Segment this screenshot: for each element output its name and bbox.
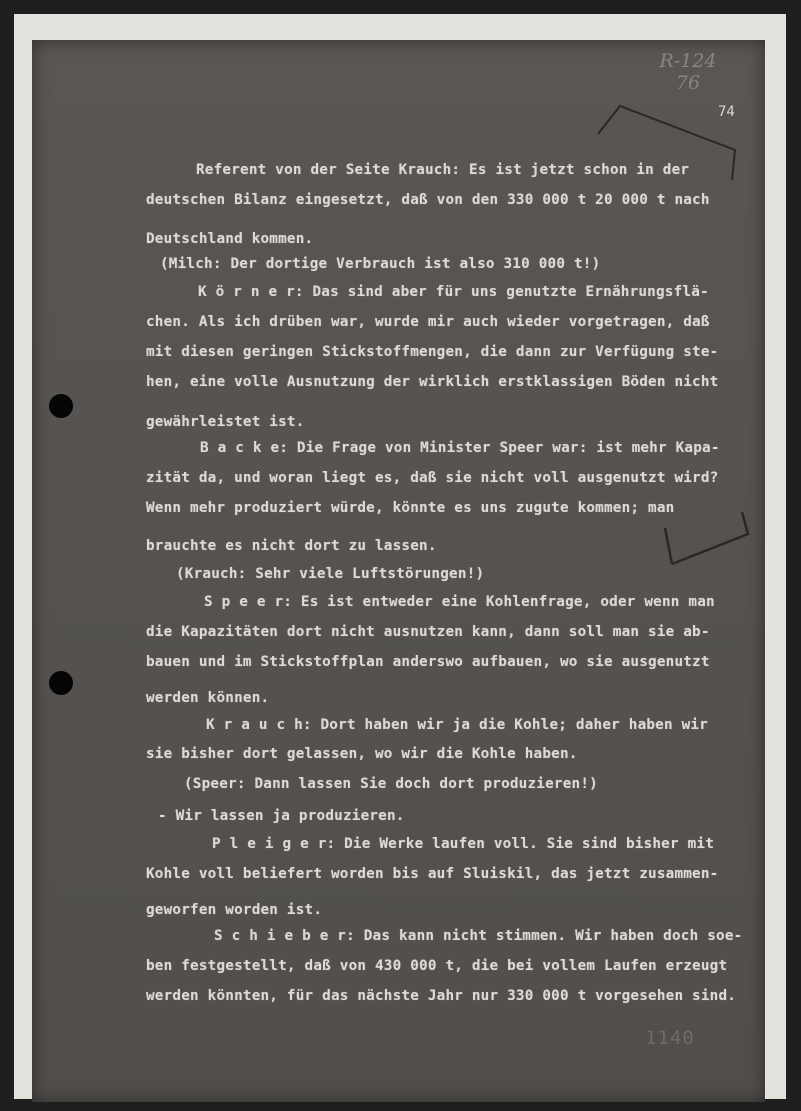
text-line: (Milch: Der dortige Verbrauch ist also 310 000 t!)	[160, 256, 601, 272]
text-line: deutschen Bilanz eingesetzt, daß von den 330 000 t 20 000 t nach	[146, 192, 710, 208]
text-line: bauen und im Stickstoffplan anderswo aufbauen, wo sie ausgenutzt	[146, 654, 710, 670]
text-line: gewährleistet ist.	[146, 414, 305, 430]
punch-hole-top	[49, 394, 73, 418]
text-line: Kohle voll beliefert worden bis auf Sluiskil, das jetzt zusammen-	[146, 866, 719, 882]
text-line: Wenn mehr produziert würde, könnte es uns zugute kommen; man	[146, 500, 675, 516]
text-line: - Wir lassen ja produzieren.	[158, 808, 405, 824]
text-line: (Krauch: Sehr viele Luftstörungen!)	[176, 566, 485, 582]
text-line: S c h i e b e r: Das kann nicht stimmen. Wir haben doch soe-	[214, 928, 743, 944]
text-line: die Kapazitäten dort nicht ausnutzen kann, dann soll man sie ab-	[146, 624, 710, 640]
text-line: Referent von der Seite Krauch: Es ist jetzt schon in der	[196, 162, 690, 178]
archive-ref-code: R-124	[659, 50, 717, 72]
text-line: hen, eine volle Ausnutzung der wirklich erstklassigen Böden nicht	[146, 374, 719, 390]
archive-ref-sub: 76	[675, 72, 701, 94]
text-line: P l e i g e r: Die Werke laufen voll. Sie sind bisher mit	[212, 836, 715, 852]
text-line: ben festgestellt, daß von 430 000 t, die bei vollem Laufen erzeugt	[146, 958, 728, 974]
text-line: (Speer: Dann lassen Sie doch dort produzieren!)	[184, 776, 598, 792]
archive-reference	[648, 50, 728, 94]
text-line: mit diesen geringen Stickstoffmengen, die dann zur Verfügung ste-	[146, 344, 719, 360]
text-line: werden könnten, für das nächste Jahr nur 330 000 t vorgesehen sind.	[146, 988, 737, 1004]
text-line: S p e e r: Es ist entweder eine Kohlenfrage, oder wenn man	[204, 594, 715, 610]
text-line: geworfen worden ist.	[146, 902, 323, 918]
text-line: chen. Als ich drüben war, wurde mir auch wieder vorgetragen, daß	[146, 314, 710, 330]
text-line: brauchte es nicht dort zu lassen.	[146, 538, 437, 554]
archive-stamp-number: 1140	[645, 1027, 695, 1049]
punch-hole-bottom	[49, 671, 73, 695]
text-line: K ö r n e r: Das sind aber für uns genutzte Ernährungsflä-	[198, 284, 709, 300]
text-line: K r a u c h: Dort haben wir ja die Kohle; daher haben wir	[206, 717, 709, 733]
text-line: B a c k e: Die Frage von Minister Speer war: ist mehr Kapa-	[200, 440, 720, 456]
text-line: sie bisher dort gelassen, wo wir die Kohle haben.	[146, 746, 578, 762]
text-line: werden können.	[146, 690, 270, 706]
text-line: zität da, und woran liegt es, daß sie nicht voll ausgenutzt wird?	[146, 470, 719, 486]
text-line: Deutschland kommen.	[146, 231, 314, 247]
page-number: 74	[718, 104, 735, 120]
